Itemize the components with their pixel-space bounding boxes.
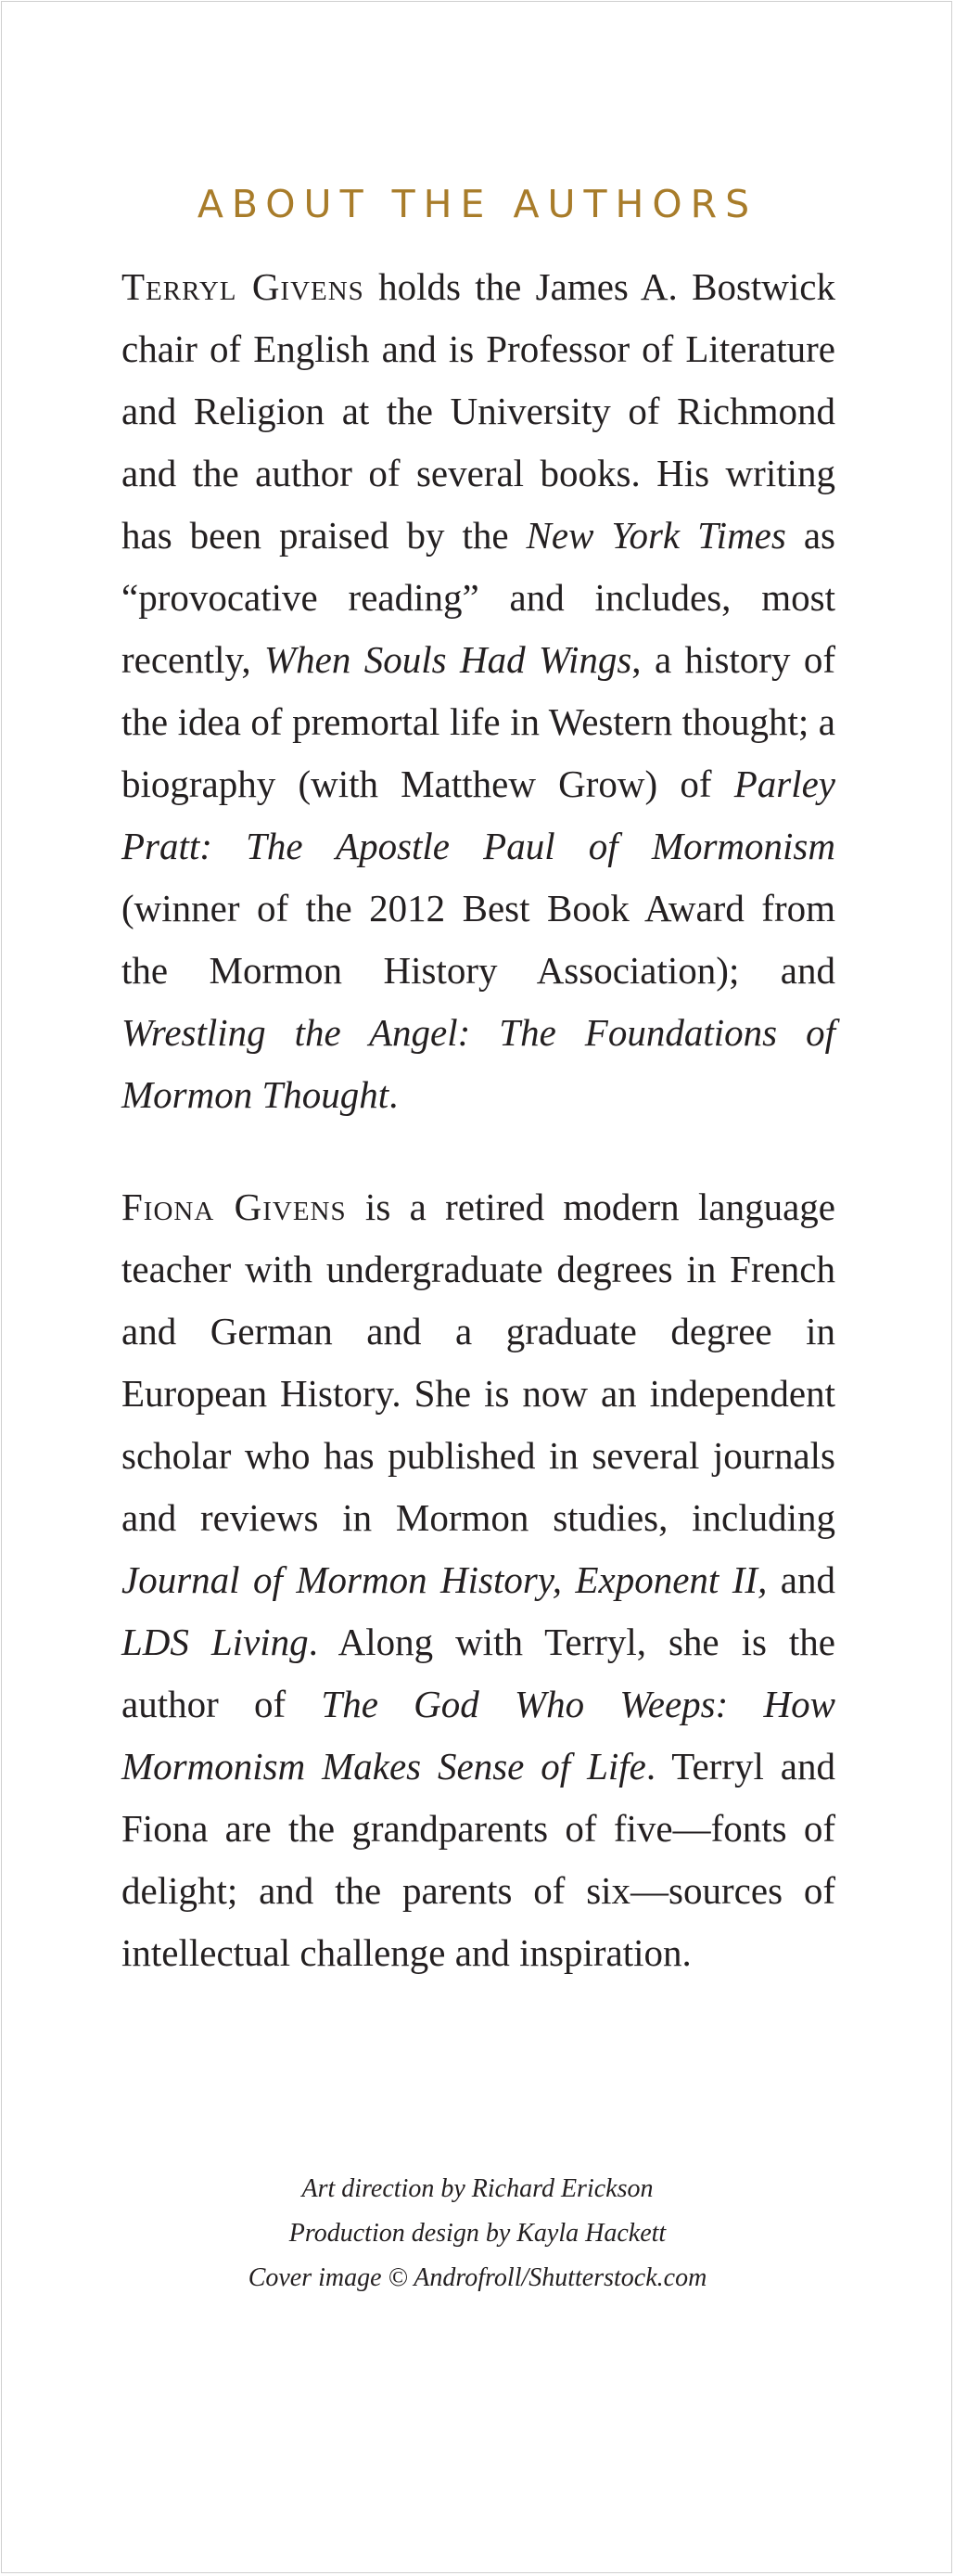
credits-block bbox=[0, 2167, 955, 2300]
credit-art-direction: Art direction by Richard Erickson bbox=[301, 2174, 654, 2203]
bio1-text-1: holds the James A. Bostwick chair of English and is Professor of Literature and Religion at the University of Richmond and the author of several books. His writing has been praised by the bbox=[121, 265, 835, 557]
bio2-text-4: . Terryl and Fiona are the grandparents of five—fonts of delight; and the parents of six—sources of intellectual challenge and inspiration. bbox=[121, 1745, 835, 1974]
bio2-journal-1: Journal of Mormon History, Exponent II, bbox=[121, 1558, 768, 1601]
bio1-book-parley-pratt: Parley Pratt: The Apostle Paul of Mormonism bbox=[121, 763, 835, 867]
bio2-text-3: . Along with Terryl, she is the author of bbox=[121, 1621, 835, 1725]
bio1-book-when-souls: When Souls Had Wings bbox=[264, 638, 632, 681]
bio1-text-3: , a history of the idea of premortal life in Western thought; a biography (with Matthew Grow) of bbox=[121, 638, 836, 805]
bio2-text-1: is a retired modern language teacher with undergraduate degrees in French and German and a graduate degree in European History. She is now an independent scholar who has published in several journals and reviews in Mormon studies, including bbox=[121, 1185, 835, 1539]
bio1-text-4: (winner of the 2012 Best Book Award from the Mormon History Association); and bbox=[121, 887, 835, 992]
fiona-givens-bio bbox=[121, 1176, 835, 1984]
credit-cover-image: Cover image © Androfroll/Shutterstock.com bbox=[248, 2263, 707, 2292]
bio2-book-god-who-weeps: The God Who Weeps: How Mormonism Makes Sense of Life bbox=[121, 1683, 835, 1788]
terryl-givens-bio bbox=[121, 256, 835, 1126]
bio2-text-2: and bbox=[767, 1558, 836, 1601]
bio1-nyt-title: New York Times bbox=[526, 514, 786, 557]
bio2-journal-2: LDS Living bbox=[121, 1621, 309, 1663]
bio1-text-2: as “provocative reading” and includes, most recently, bbox=[121, 514, 835, 681]
author-name-terryl: Terryl Givens bbox=[121, 265, 364, 308]
author-name-fiona: Fiona Givens bbox=[121, 1185, 347, 1228]
bio1-book-wrestling: Wrestling the Angel: The Foundations of Mormon Thought bbox=[121, 1011, 835, 1116]
credit-production-design: Production design by Kayla Hackett bbox=[288, 2219, 667, 2248]
about-authors-heading: ABOUT THE AUTHORS bbox=[197, 182, 758, 226]
bio1-text-5: . bbox=[388, 1073, 399, 1116]
